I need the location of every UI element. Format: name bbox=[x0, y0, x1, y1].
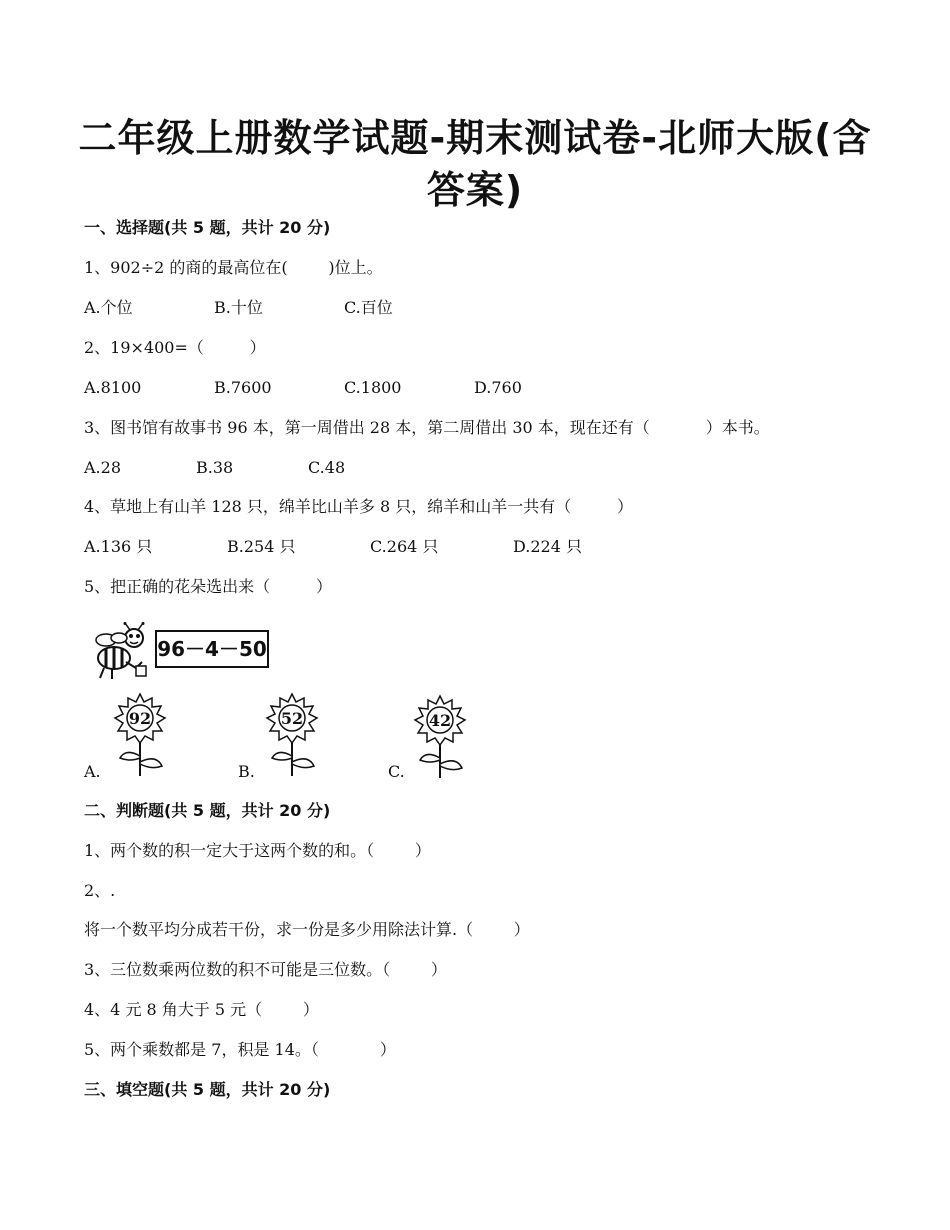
option-1-4-a: A.136 只 bbox=[84, 537, 153, 556]
sunflower-icon bbox=[410, 694, 470, 780]
question-1-1: 1、902÷2 的商的最高位在( )位上。 bbox=[84, 258, 383, 277]
equation-box: 96－4－50 bbox=[155, 630, 269, 668]
option-1-5-c: C. bbox=[388, 762, 405, 781]
question-2-1: 1、两个数的积一定大于这两个数的和。（ ） bbox=[84, 841, 431, 860]
option-1-5-a: A. bbox=[84, 762, 101, 781]
flower-label-c: 42 bbox=[428, 711, 452, 730]
question-2-4: 4、4 元 8 角大于 5 元（ ） bbox=[84, 1000, 319, 1019]
option-1-4-b: B.254 只 bbox=[227, 537, 296, 556]
option-1-3-a: A.28 bbox=[84, 458, 121, 477]
page-title bbox=[0, 112, 950, 216]
option-1-4-d: D.224 只 bbox=[513, 537, 582, 556]
flower-label-a: 92 bbox=[128, 709, 152, 728]
question-2-3: 3、三位数乘两位数的积不可能是三位数。（ ） bbox=[84, 960, 447, 979]
option-1-3-c: C.48 bbox=[308, 458, 346, 477]
question-1-3: 3、图书馆有故事书 96 本，第一周借出 28 本，第二周借出 30 本，现在还有（ ）本书。 bbox=[84, 418, 770, 437]
option-1-5-b: B. bbox=[238, 762, 255, 781]
question-1-2: 2、19×400=（ ） bbox=[84, 338, 266, 357]
option-1-1-c: C.百位 bbox=[344, 298, 393, 317]
option-1-1-a: A.个位 bbox=[84, 298, 133, 317]
option-1-3-b: B.38 bbox=[196, 458, 234, 477]
section-1-heading: 一、选择题(共 5 题，共计 20 分) bbox=[84, 218, 331, 237]
sunflower-icon bbox=[110, 692, 170, 778]
option-1-2-d: D.760 bbox=[474, 378, 522, 397]
question-2-2-number: 2、. bbox=[84, 881, 116, 900]
option-1-2-b: B.7600 bbox=[214, 378, 272, 397]
option-1-4-c: C.264 只 bbox=[370, 537, 439, 556]
option-1-2-c: C.1800 bbox=[344, 378, 402, 397]
bee-icon bbox=[90, 622, 154, 682]
sunflower-icon bbox=[262, 692, 322, 778]
question-1-4: 4、草地上有山羊 128 只，绵羊比山羊多 8 只，绵羊和山羊一共有（ ） bbox=[84, 497, 634, 516]
section-3-heading: 三、填空题(共 5 题，共计 20 分) bbox=[84, 1080, 331, 1099]
question-1-5: 5、把正确的花朵选出来（ ） bbox=[84, 577, 332, 596]
option-1-2-a: A.8100 bbox=[84, 378, 142, 397]
title-line-2: 答案) bbox=[426, 168, 524, 212]
flower-label-b: 52 bbox=[280, 709, 304, 728]
question-2-2: 将一个数平均分成若干份，求一份是多少用除法计算.（ ） bbox=[84, 920, 530, 939]
question-2-5: 5、两个乘数都是 7，积是 14。（ ） bbox=[84, 1040, 396, 1059]
section-2-heading: 二、判断题(共 5 题，共计 20 分) bbox=[84, 801, 331, 820]
option-1-1-b: B.十位 bbox=[214, 298, 263, 317]
title-line-1: 二年级上册数学试题-期末测试卷-北师大版(含 bbox=[78, 116, 872, 160]
